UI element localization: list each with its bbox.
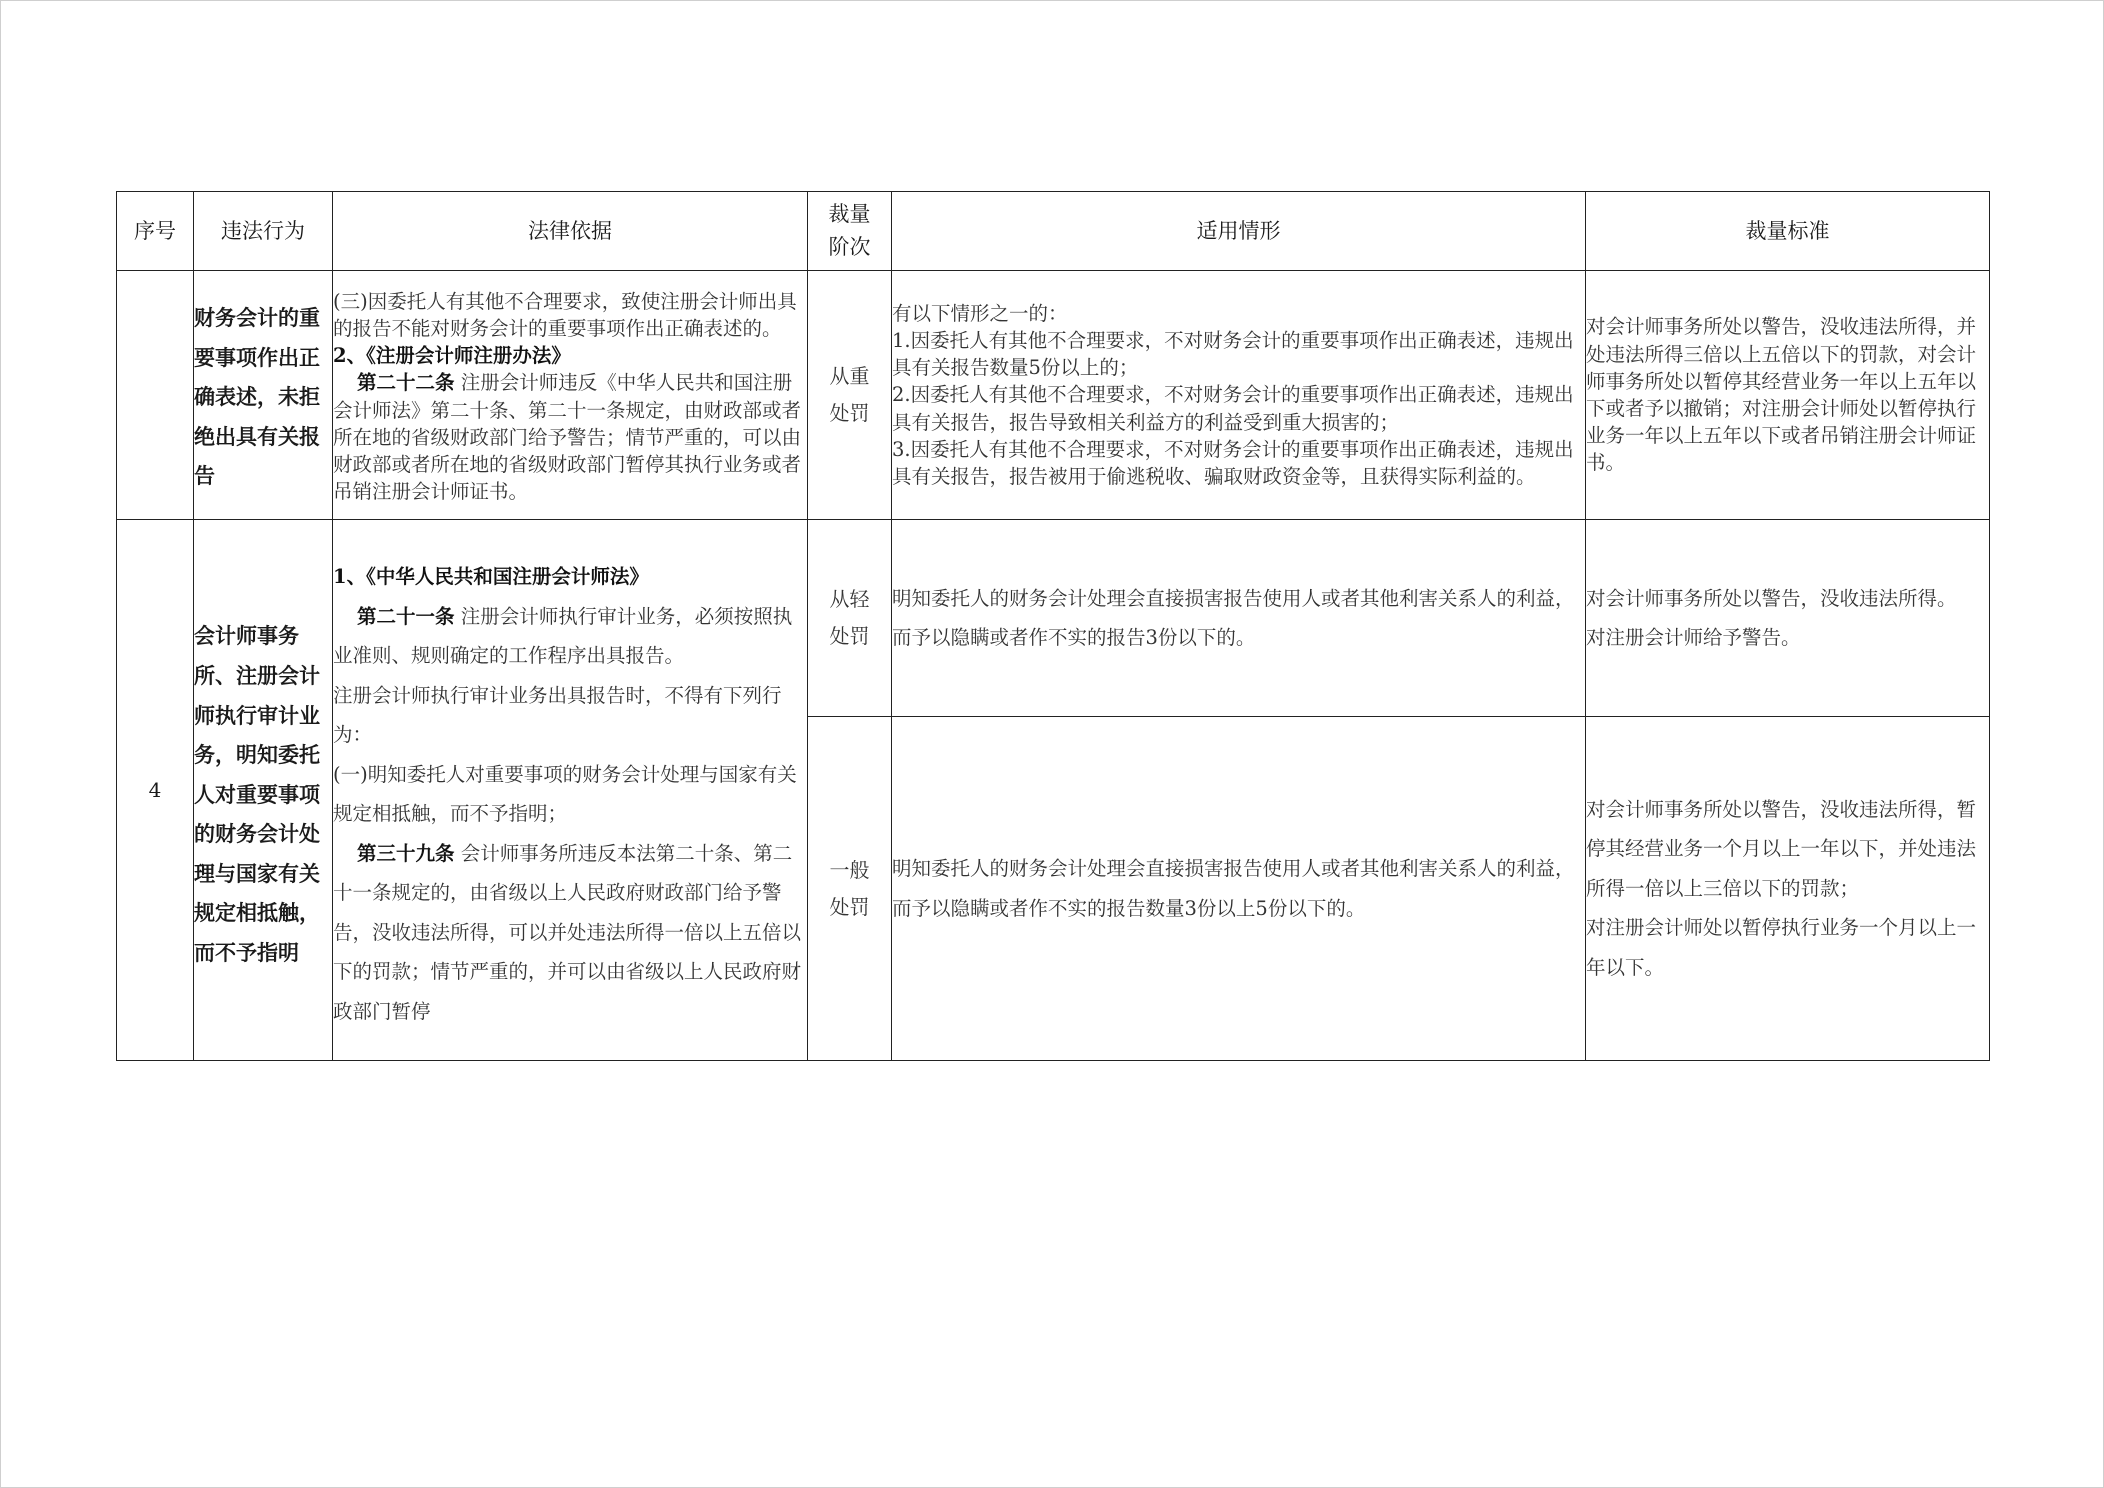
- standard-item: 对会计师事务所处以警告，没收违法所得。: [1586, 586, 1957, 610]
- level-text: 从轻处罚: [829, 587, 870, 648]
- standard-item: 对会计师事务所处以警告，没收违法所得，暂停其经营业务一个月以上一年以下，并处违法所得一倍以上三倍以下的罚款；: [1586, 797, 1977, 900]
- header-standard: 裁量标准: [1586, 192, 1990, 271]
- table-row: [117, 520, 1990, 717]
- applicable-situation: [892, 271, 1586, 520]
- standard-item: 对注册会计师处以暂停执行业务一个月以上一年以下。: [1586, 916, 1977, 979]
- discretion-standard: 对会计师事务所处以警告，没收违法所得，并处违法所得三倍以上五倍以下的罚款，对会计师事务所处以暂停其经营业务一年以上五年以下或者予以撤销；对注册会计师处以暂停执行业务一年以上五年以下或者吊销注册会计师证书。: [1586, 271, 1990, 520]
- discretion-standard: [1586, 717, 1990, 1061]
- header-level-text: 裁量阶次: [828, 202, 871, 259]
- applicable-situation: 明知委托人的财务会计处理会直接损害报告使用人或者其他利害关系人的利益，而予以隐瞒或者作不实的报告数量3份以上5份以下的。: [892, 717, 1586, 1061]
- discretion-level: [808, 717, 892, 1061]
- article-text: 注册会计师违反《中华人民共和国注册会计师法》第二十条、第二十一条规定，由财政部或者所在地的省级财政部门给予警告；情节严重的，可以由财政部或者所在地的省级财政部门暂停其执行业务或者吊销注册会计师证书。: [333, 371, 802, 504]
- discretion-standard-table: [116, 191, 1990, 1061]
- discretion-standard: [1586, 520, 1990, 717]
- law-article: [333, 597, 807, 676]
- discretion-level: [808, 271, 892, 520]
- header-row: [117, 192, 1990, 271]
- violation-act: 会计师事务所、注册会计师执行审计业务，明知委托人对重要事项的财务会计处理与国家有关规定相抵触，而不予指明: [194, 520, 333, 1061]
- situation-item: 1.因委托人有其他不合理要求，不对财务会计的重要事项作出正确表述，违规出具有关报告数量5份以上的；: [892, 328, 1574, 380]
- article-number: 第二十一条: [357, 604, 455, 628]
- law-clause: 注册会计师执行审计业务出具报告时，不得有下列行为：: [333, 683, 782, 746]
- header-law: 法律依据: [333, 192, 808, 271]
- law-article: [333, 834, 807, 1032]
- applicable-situation: 明知委托人的财务会计处理会直接损害报告使用人或者其他利害关系人的利益，而予以隐瞒或者作不实的报告3份以下的。: [892, 520, 1586, 717]
- discretion-level: [808, 520, 892, 717]
- row-number: 4: [117, 520, 194, 1061]
- row-number: [117, 271, 194, 520]
- situation-intro: 有以下情形之一的：: [892, 301, 1068, 325]
- standard-item: 对注册会计师给予警告。: [1586, 626, 1801, 649]
- law-title: 1、《中华人民共和国注册会计师法》: [333, 565, 649, 588]
- law-clause: (三)因委托人有其他不合理要求，致使注册会计师出具的报告不能对财务会计的重要事项作出正确表述的。: [333, 289, 797, 340]
- legal-basis: [333, 271, 808, 520]
- law-article: [333, 369, 807, 505]
- law-clause: (一)明知委托人对重要事项的财务会计处理与国家有关规定相抵触，而不予指明；: [333, 762, 797, 825]
- table-row: [117, 271, 1990, 520]
- article-text: 注册会计师执行审计业务，必须按照执业准则、规则确定的工作程序出具报告。: [333, 604, 793, 667]
- header-no: 序号: [117, 192, 194, 271]
- level-text: 从重处罚: [829, 364, 870, 425]
- legal-basis: [333, 520, 808, 1061]
- header-level: [808, 192, 892, 271]
- article-text: 会计师事务所违反本法第二十条、第二十一条规定的，由省级以上人民政府财政部门给予警告，没收违法所得，可以并处违法所得一倍以上五倍以下的罚款；情节严重的，并可以由省级以上人民政府财政部门暂停: [333, 841, 802, 1023]
- header-act: 违法行为: [194, 192, 333, 271]
- situation-item: 2.因委托人有其他不合理要求，不对财务会计的重要事项作出正确表述，违规出具有关报告，报告导致相关利益方的利益受到重大损害的；: [892, 383, 1574, 434]
- article-number: 第三十九条: [357, 841, 455, 865]
- law-title: 2、《注册会计师注册办法》: [333, 344, 571, 368]
- article-number: 第二十二条: [357, 371, 455, 395]
- violation-act: 财务会计的重要事项作出正确表述，未拒绝出具有关报告: [194, 271, 333, 520]
- level-text: 一般处罚: [829, 857, 870, 919]
- header-situation: 适用情形: [892, 192, 1586, 271]
- situation-item: 3.因委托人有其他不合理要求，不对财务会计的重要事项作出正确表述，违规出具有关报告，报告被用于偷逃税收、骗取财政资金等，且获得实际利益的。: [892, 437, 1574, 488]
